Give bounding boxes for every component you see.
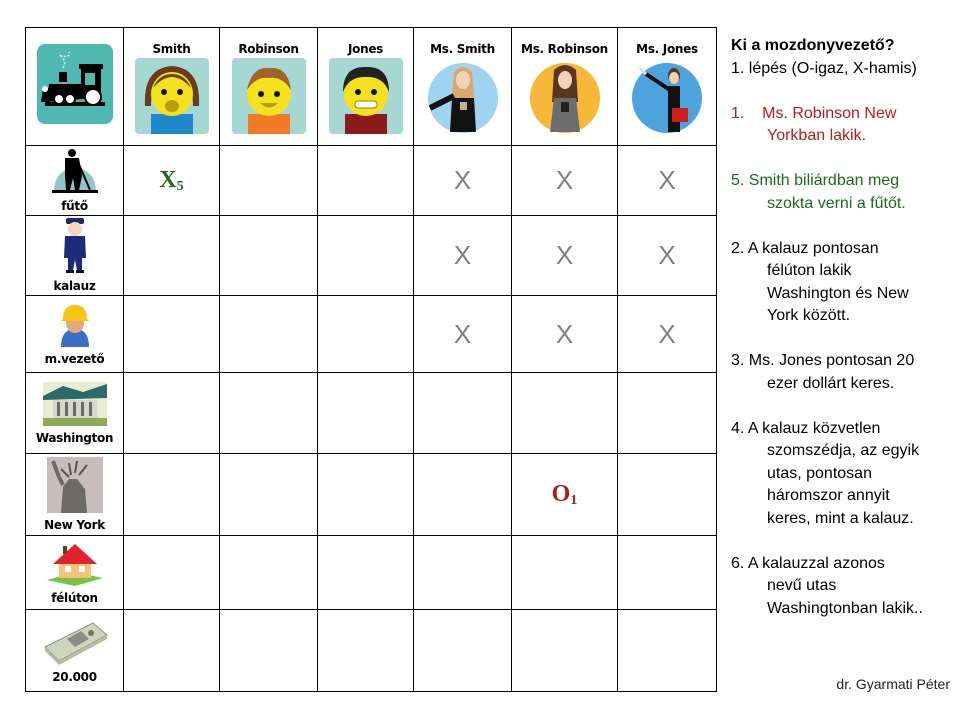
column-name: Robinson (238, 41, 299, 56)
grid-cell[interactable] (124, 146, 220, 216)
column-name: Ms. Jones (636, 41, 698, 56)
row-header-washington (26, 373, 124, 454)
grid-cell[interactable] (618, 146, 717, 216)
row-header-mvezeto (26, 296, 124, 373)
clue-item (731, 238, 956, 328)
spacer (731, 395, 956, 418)
row-label: félúton (51, 591, 98, 605)
column-name: Ms. Smith (430, 41, 495, 56)
row-header-feluton (26, 536, 124, 610)
spacer (731, 215, 956, 238)
false-mark: X (555, 165, 574, 195)
worker-hardhat-icon (55, 303, 95, 347)
clue-item (731, 170, 956, 215)
header-row (26, 28, 717, 146)
grid-cell[interactable] (512, 610, 618, 692)
clue-line: Yorkban lakik. (767, 127, 867, 144)
grid-cell[interactable] (220, 536, 318, 610)
clue-line: szomszédja, az egyik (767, 442, 920, 459)
grid-cell[interactable] (618, 454, 717, 536)
clue-line: 5. Smith biliárdban meg (731, 172, 900, 189)
column-header-smith (124, 28, 220, 146)
clue-reference: 5 (176, 178, 184, 194)
grid-cell[interactable] (124, 373, 220, 454)
false-mark: X (658, 165, 676, 195)
clue-line: nevű utas (767, 577, 837, 594)
row-label: 20.000 (52, 670, 97, 684)
row-label: Washington (35, 430, 114, 445)
grid-cell[interactable] (318, 216, 414, 296)
grid-cell[interactable] (618, 296, 717, 373)
grid-cell[interactable] (414, 454, 512, 536)
spacer (731, 148, 956, 171)
clue-line: Washington és New (767, 284, 909, 302)
capitol-building-icon (43, 382, 107, 426)
author-credit: dr. Gyarmati Péter (836, 676, 950, 692)
woman-phone-coffee-icon (426, 58, 500, 134)
house-icon (45, 540, 105, 586)
grid-cell[interactable] (618, 216, 717, 296)
column-header-jones (318, 28, 414, 146)
corner-cell (26, 28, 124, 146)
stoker-silhouette-icon (52, 148, 98, 194)
row-label: kalauz (53, 279, 96, 293)
grid-cell[interactable] (512, 216, 618, 296)
row-label: m.vezető (44, 351, 105, 366)
grid-cell[interactable] (318, 296, 414, 373)
column-header-ms-jones (618, 28, 717, 146)
grid-cell[interactable] (618, 610, 717, 692)
row-kalauz (26, 216, 717, 296)
row-label: fűtő (61, 199, 88, 213)
statue-of-liberty-icon (47, 457, 103, 513)
woman-red-bag-icon (630, 58, 704, 134)
row-feluton (26, 536, 717, 610)
grid-cell[interactable] (124, 454, 220, 536)
row-header-newyork (26, 454, 124, 536)
boy-brown-hair-blue-shirt-icon (135, 58, 209, 134)
grid-cell[interactable] (318, 536, 414, 610)
clue-reference: 1 (570, 492, 578, 508)
false-mark: X (658, 240, 676, 270)
grid-cell[interactable] (512, 296, 618, 373)
boy-black-hair-grin-icon (329, 58, 403, 134)
row-header-futo (26, 146, 124, 216)
clue-line: keres, mint a kalauz. (767, 509, 914, 527)
grid-cell[interactable] (414, 216, 512, 296)
step-subtitle: 1. lépés (O-igaz, X-hamis) (731, 59, 917, 77)
grid-cell[interactable] (220, 146, 318, 216)
grid-cell[interactable] (220, 373, 318, 454)
grid-cell[interactable] (318, 610, 414, 692)
column-header-ms-smith (414, 28, 512, 146)
row-20000 (26, 610, 717, 692)
false-mark: $X_5$ (159, 166, 184, 194)
true-mark: $O_1$ (551, 480, 578, 508)
clue-item (731, 103, 956, 148)
clue-line: 6. A kalauzzal azonos (731, 554, 885, 572)
row-header-20000 (26, 610, 124, 692)
clue-list (731, 80, 956, 620)
clue-line: utas, pontosan (767, 464, 872, 482)
clue-line: szokta verni a fűtőt. (767, 194, 906, 212)
grid-cell[interactable] (414, 146, 512, 216)
grid-cell[interactable] (414, 610, 512, 692)
row-futo (26, 146, 717, 216)
row-washington (26, 373, 717, 454)
clue-item (731, 350, 956, 395)
grid-cell[interactable] (414, 536, 512, 610)
logic-grid (25, 27, 717, 692)
clue-line: Washingtonban lakik.. (767, 599, 923, 617)
grid-cell[interactable] (124, 610, 220, 692)
false-mark: X (658, 318, 676, 349)
grid-cell[interactable] (512, 454, 618, 536)
clue-line: 1. Ms. Robinson New (731, 104, 897, 122)
grid-cell[interactable] (318, 146, 414, 216)
clue-line: 4. A kalauz közvetlen (731, 419, 881, 437)
clue-line: háromszor annyit (767, 487, 890, 504)
row-header-kalauz (26, 216, 124, 296)
boy-orange-shirt-icon (232, 58, 306, 134)
grid-cell[interactable] (414, 296, 512, 373)
clue-line: 2. A kalauz pontosan (731, 239, 879, 257)
row-label: New York (44, 518, 105, 532)
woman-yellow-circle-icon (528, 58, 602, 134)
grid-cell[interactable] (512, 146, 618, 216)
puzzle-title: Ki a mozdonyvezető? (731, 37, 895, 54)
spacer (731, 530, 956, 553)
clue-line: ezer dollárt keres. (767, 374, 895, 392)
train-locomotive-icon (37, 44, 113, 124)
grid-cell[interactable] (512, 536, 618, 610)
grid-cell[interactable] (220, 296, 318, 373)
clue-line: 3. Ms. Jones pontosan 20 (731, 352, 915, 369)
clue-item (731, 418, 956, 531)
spacer (731, 328, 956, 351)
grid-cell[interactable] (618, 373, 717, 454)
row-newyork (26, 454, 717, 536)
grid-cell[interactable] (618, 536, 717, 610)
grid-cell[interactable] (220, 454, 318, 536)
column-name: Jones (347, 41, 384, 56)
grid-cell[interactable] (318, 373, 414, 454)
clues-panel (731, 35, 956, 620)
false-mark: X (453, 318, 472, 349)
false-mark: X (453, 240, 472, 270)
clue-line: félúton lakik (767, 262, 852, 279)
column-header-robinson (220, 28, 318, 146)
grid-cell[interactable] (124, 296, 220, 373)
money-stack-icon (41, 617, 109, 665)
grid-cell[interactable] (220, 610, 318, 692)
column-name: Ms. Robinson (521, 41, 608, 56)
conductor-icon (60, 218, 90, 274)
false-mark: X (555, 318, 574, 349)
spacer (731, 80, 956, 103)
grid-cell[interactable] (512, 373, 618, 454)
clue-line: York között. (767, 307, 851, 324)
clue-item (731, 553, 956, 621)
column-name: Smith (152, 41, 191, 56)
grid-cell[interactable] (124, 216, 220, 296)
grid-cell[interactable] (414, 373, 512, 454)
false-mark: X (555, 240, 574, 270)
column-header-ms-robinson (512, 28, 618, 146)
false-mark: X (453, 165, 472, 195)
row-mvezeto (26, 296, 717, 373)
grid-cell[interactable] (318, 454, 414, 536)
grid-cell[interactable] (220, 216, 318, 296)
grid-cell[interactable] (124, 536, 220, 610)
